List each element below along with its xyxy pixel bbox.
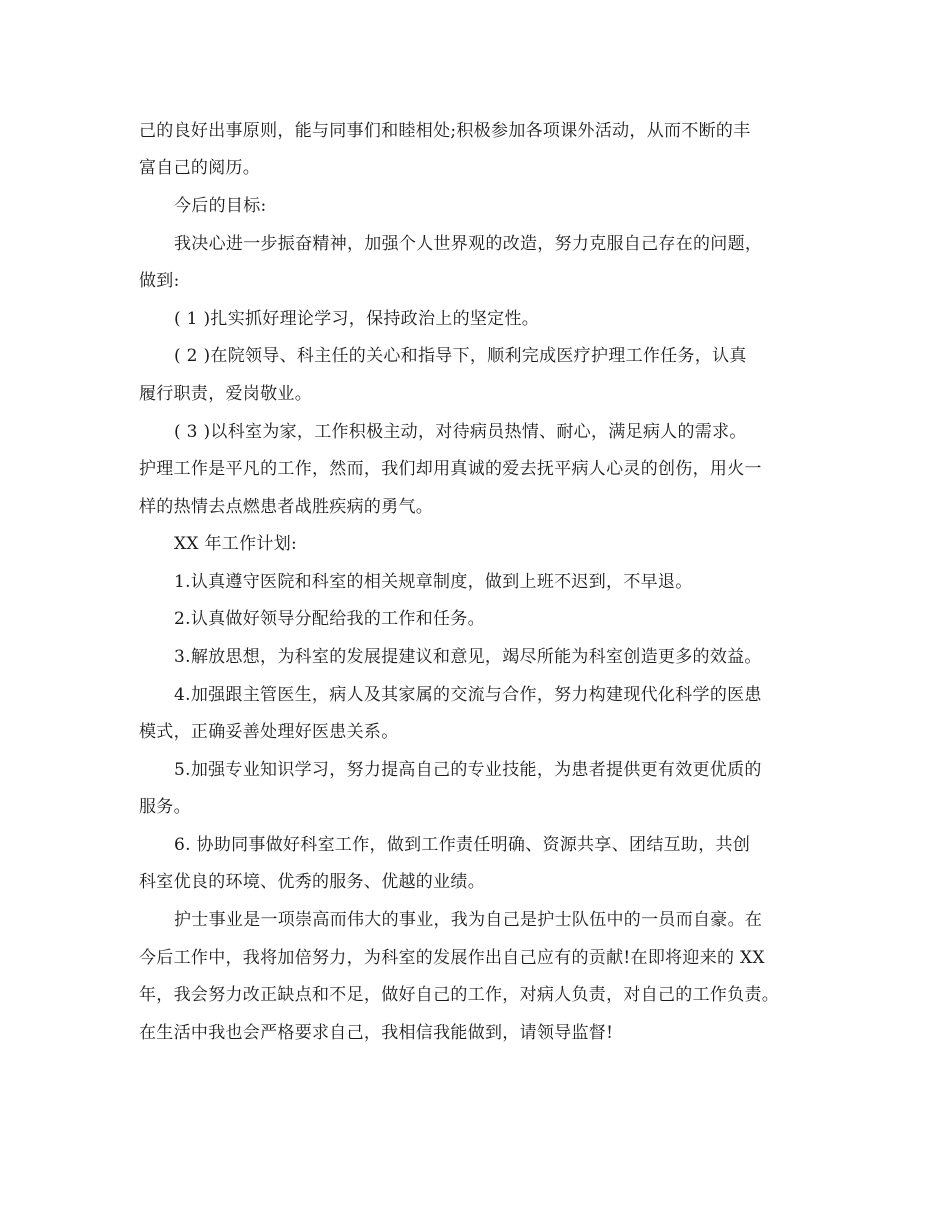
text-line: 模式，正确妥善处理好医患关系。 [139, 722, 399, 742]
text-line: 护士事业是一项崇高而伟大的事业，我为自己是护士队伍中的一员而自豪。在 [174, 910, 763, 930]
text-line: 样的热情去点燃患者战胜疾病的勇气。 [139, 497, 434, 517]
text-line: 护理工作是平凡的工作，然而，我们却用真诚的爱去抚平病人心灵的创伤，用火一 [139, 459, 762, 479]
section-heading-goals: 今后的目标: [174, 196, 267, 216]
list-item: ( 2 )在院领导、科主任的关心和指导下，顺利完成医疗护理工作任务，认真 [174, 346, 747, 366]
text-line: 在生活中我也会严格要求自己，我相信我能做到，请领导监督! [139, 1023, 614, 1043]
text-line: 今后工作中，我将加倍努力，为科室的发展作出自己应有的贡献!在即将迎来的 XX [139, 948, 765, 968]
text-line: 履行职责，爱岗敬业。 [139, 384, 312, 404]
text-line: 做到: [139, 271, 180, 291]
list-item: 5.加强专业知识学习，努力提高自己的专业技能，为患者提供更有效更优质的 [174, 760, 762, 780]
list-item: ( 1 )扎实抓好理论学习，保持政治上的坚定性。 [174, 309, 540, 329]
text-line: 己的良好出事原则，能与同事们和睦相处;积极参加各项课外活动，从而不断的丰 [139, 121, 751, 141]
text-line: 服务。 [139, 797, 191, 817]
section-heading-plan: XX 年工作计划: [174, 534, 298, 554]
list-item: 4.加强跟主管医生，病人及其家属的交流与合作，努力构建现代化科学的医患 [174, 685, 762, 705]
text-line: 富自己的阅历。 [139, 158, 261, 178]
list-item: 3.解放思想，为科室的发展提建议和意见，竭尽所能为科室创造更多的效益。 [174, 647, 762, 667]
text-line: 科室优良的环境、优秀的服务、优越的业绩。 [139, 872, 485, 892]
text-line: 我决心进一步振奋精神，加强个人世界观的改造，努力克服自己存在的问题， [174, 234, 763, 254]
list-item: 6. 协助同事做好科室工作，做到工作责任明确、资源共享、团结互助，共创 [174, 835, 751, 855]
list-item: ( 3 )以科室为家，工作积极主动，对待病员热情、耐心，满足病人的需求。 [174, 422, 747, 442]
text-line: 年，我会努力改正缺点和不足，做好自己的工作，对病人负责，对自己的工作负责。 [139, 985, 780, 1005]
list-item: 2.认真做好领导分配给我的工作和任务。 [174, 609, 485, 629]
list-item: 1.认真遵守医院和科室的相关规章制度，做到上班不迟到，不早退。 [174, 572, 693, 592]
